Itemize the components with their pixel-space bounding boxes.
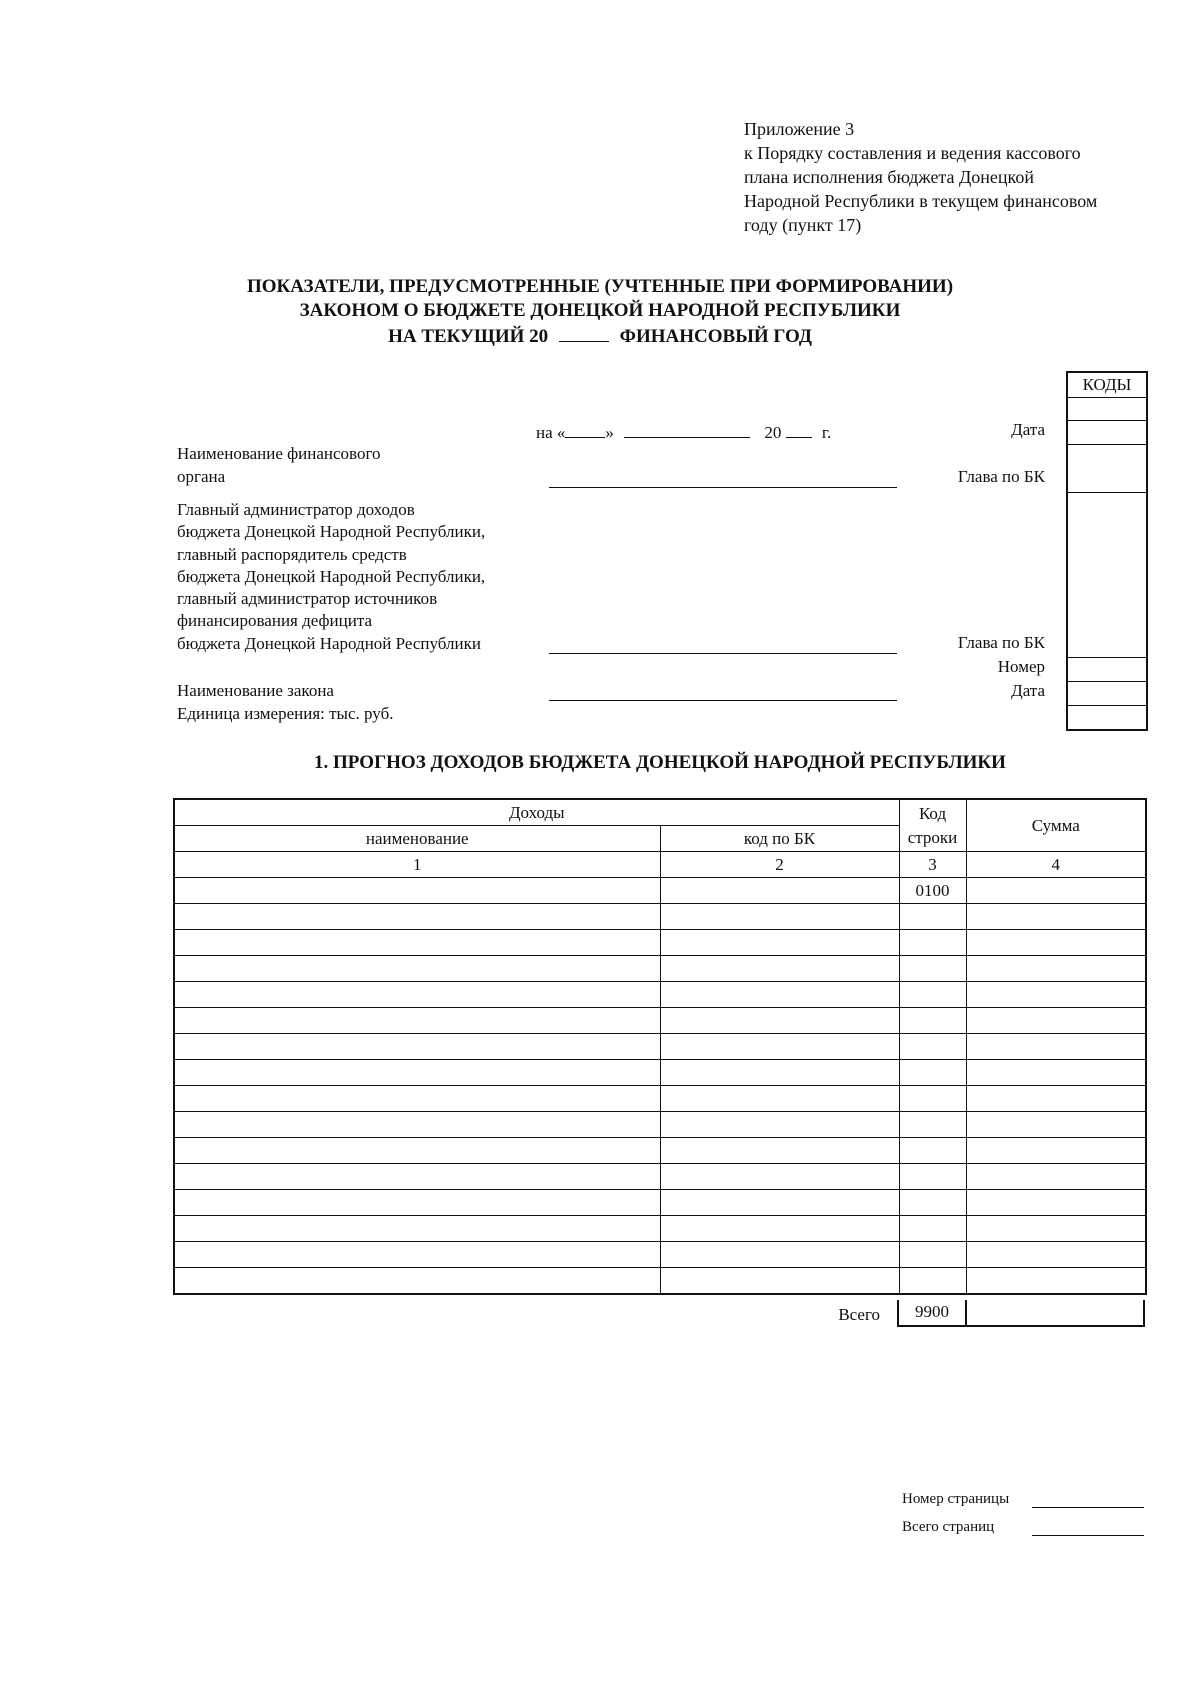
table-row [174,1086,1146,1112]
cell-sum[interactable] [966,1216,1146,1242]
col-number-2: 2 [660,852,899,878]
label-glava-bk-admin: Глава по БК [957,633,1045,652]
header-line-code [899,799,966,852]
cell-sum[interactable] [966,1164,1146,1190]
cell-name[interactable] [174,1190,660,1216]
cell-line-code: 0100 [899,878,966,904]
table-row [174,1242,1146,1268]
cell-sum[interactable] [966,1112,1146,1138]
codes-cell-number[interactable] [1068,658,1146,682]
cell-sum[interactable] [966,878,1146,904]
table-row [174,1034,1146,1060]
appendix-line: Приложение 3 [744,119,855,139]
cell-name[interactable] [174,1216,660,1242]
title-line-1: ПОКАЗАТЕЛИ, ПРЕДУСМОТРЕННЫЕ (УЧТЕННЫЕ ПРИ ФОРМИРОВАНИИ) [246,276,954,297]
codes-cell-law-date[interactable] [1068,682,1146,706]
cell-line-code[interactable] [899,1190,966,1216]
cell-name[interactable] [174,1112,660,1138]
label-admin-line: бюджета Донецкой Народной Республики [177,633,481,653]
codes-cell-form[interactable] [1068,398,1146,421]
cell-sum[interactable] [966,982,1146,1008]
date-year-suffix: г. [821,423,832,442]
day-blank[interactable] [565,419,605,438]
cell-bk-code[interactable] [660,1190,899,1216]
cell-name[interactable] [174,1242,660,1268]
col-number-3: 3 [899,852,966,878]
label-fin-org-1: Наименование финансового [177,444,381,463]
label-admin-line: главный распорядитель средств [177,544,407,564]
cell-line-code[interactable] [899,1138,966,1164]
cell-line-code[interactable] [899,1268,966,1295]
total-pages-field[interactable] [1032,1535,1144,1536]
cell-name[interactable] [174,1138,660,1164]
label-admin-line: финансирования дефицита [177,611,373,631]
cell-name[interactable] [174,1034,660,1060]
cell-bk-code[interactable] [660,1008,899,1034]
header-income: Доходы [174,799,899,826]
cell-name[interactable] [174,930,660,956]
cell-name[interactable] [174,956,660,982]
date-year-prefix: 20 [764,423,782,442]
subheader-name: наименование [174,826,660,852]
cell-sum[interactable] [966,930,1146,956]
table-row [174,1138,1146,1164]
table-row [174,1190,1146,1216]
admin-field[interactable] [549,653,897,654]
cell-bk-code[interactable] [660,956,899,982]
page-number-field[interactable] [1032,1507,1144,1508]
cell-name[interactable] [174,982,660,1008]
codes-cell-date[interactable] [1068,421,1146,445]
label-admin-line: бюджета Донецкой Народной Республики, [177,566,486,586]
label-law: Наименование закона [177,681,334,700]
total-sum-cell[interactable] [965,1300,1145,1327]
appendix-line: Народной Республики в текущем финансовом [744,191,1098,211]
appendix-line: к Порядку составления и ведения кассового [744,143,1081,163]
date-line [536,419,831,444]
cell-name[interactable] [174,904,660,930]
cell-bk-code[interactable] [660,1060,899,1086]
cell-line-code[interactable] [899,1242,966,1268]
total-label: Всего [838,1305,880,1324]
page-number-label: Номер страницы [902,1491,1010,1507]
section-title: 1. ПРОГНОЗ ДОХОДОВ БЮДЖЕТА ДОНЕЦКОЙ НАРОДНОЙ РЕСПУБЛИКИ [314,752,1006,773]
codes-cell-admin-glava-bk[interactable] [1068,493,1146,658]
cell-line-code[interactable] [899,904,966,930]
cell-name[interactable] [174,1268,660,1295]
cell-line-code[interactable] [899,1216,966,1242]
cell-bk-code[interactable] [660,1034,899,1060]
cell-bk-code[interactable] [660,1268,899,1295]
appendix-line: году (пункт 17) [744,215,862,235]
table-row [174,878,1146,904]
codes-cell-glava-bk[interactable] [1068,445,1146,493]
cell-line-code[interactable] [899,1034,966,1060]
label-admin-line: бюджета Донецкой Народной Республики, [177,522,486,542]
cell-line-code[interactable] [899,1164,966,1190]
cell-name[interactable] [174,878,660,904]
label-admin-line: главный администратор источников [177,589,438,609]
table-row [174,1112,1146,1138]
label-number: Номер [997,657,1045,676]
table-row [174,1060,1146,1086]
table-row [174,930,1146,956]
subheader-bk-code: код по БК [660,826,899,852]
cell-sum[interactable] [966,1268,1146,1295]
cell-line-code[interactable] [899,982,966,1008]
title-line-2: ЗАКОНОМ О БЮДЖЕТЕ ДОНЕЦКОЙ НАРОДНОЙ РЕСПУБЛИКИ [299,300,901,321]
cell-name[interactable] [174,1060,660,1086]
cell-bk-code[interactable] [660,878,899,904]
codes-header: КОДЫ [1068,373,1146,398]
header-sum: Сумма [966,799,1146,852]
header-line-code-1: Код [918,803,947,823]
table-row [174,1216,1146,1242]
codes-cell-unit[interactable] [1068,706,1146,729]
cell-sum[interactable] [966,1242,1146,1268]
cell-line-code[interactable] [899,1060,966,1086]
table-row [174,1268,1146,1295]
cell-bk-code[interactable] [660,904,899,930]
title-line-3 [0,323,1200,349]
cell-bk-code[interactable] [660,1138,899,1164]
total-pages-label: Всего страниц [902,1519,995,1535]
cell-line-code[interactable] [899,930,966,956]
cell-line-code[interactable] [899,1008,966,1034]
cell-bk-code[interactable] [660,1164,899,1190]
col-number-4: 4 [966,852,1146,878]
cell-sum[interactable] [966,1008,1146,1034]
cell-bk-code[interactable] [660,930,899,956]
income-table [173,798,1147,1295]
cell-sum[interactable] [966,1086,1146,1112]
label-glava-bk: Глава по БК [957,467,1045,486]
table-row [174,1164,1146,1190]
cell-sum[interactable] [966,1138,1146,1164]
appendix-line: плана исполнения бюджета Донецкой [744,167,1035,187]
cell-sum[interactable] [966,904,1146,930]
label-date: Дата [1011,420,1045,439]
label-admin-line: Главный администратор доходов [177,500,415,519]
cell-sum[interactable] [966,1034,1146,1060]
cell-bk-code[interactable] [660,982,899,1008]
date-prefix: на « [536,423,566,442]
fin-org-field[interactable] [549,487,897,488]
date-quote-close: » [605,423,614,442]
cell-name[interactable] [174,1086,660,1112]
cell-bk-code[interactable] [660,1242,899,1268]
col-number-1: 1 [174,852,660,878]
cell-bk-code[interactable] [660,1216,899,1242]
month-blank[interactable] [624,419,750,438]
cell-line-code[interactable] [899,1086,966,1112]
cell-name[interactable] [174,1164,660,1190]
table-row [174,904,1146,930]
header-line-code-2: строки [907,827,958,847]
cell-line-code[interactable] [899,1112,966,1138]
label-law-date: Дата [1011,681,1045,700]
law-field[interactable] [549,700,897,701]
label-unit: Единица измерения: тыс. руб. [177,704,394,723]
cell-sum[interactable] [966,1060,1146,1086]
cell-sum[interactable] [966,956,1146,982]
table-row [174,1008,1146,1034]
appendix-note [744,117,1164,237]
document-title [0,275,1200,349]
table-row [174,982,1146,1008]
label-fin-org-2: органа [177,467,226,486]
year-blank[interactable] [559,323,609,342]
title-year-suffix: ФИНАНСОВЫЙ ГОД [619,326,812,347]
label-admin [177,499,485,655]
cell-sum[interactable] [966,1190,1146,1216]
cell-bk-code[interactable] [660,1112,899,1138]
cell-name[interactable] [174,1008,660,1034]
codes-box [1066,371,1148,731]
title-year-prefix: НА ТЕКУЩИЙ 20 [388,326,549,347]
cell-line-code[interactable] [899,956,966,982]
table-row [174,956,1146,982]
cell-bk-code[interactable] [660,1086,899,1112]
total-code: 9900 [897,1300,967,1327]
date-year-blank[interactable] [786,419,812,438]
